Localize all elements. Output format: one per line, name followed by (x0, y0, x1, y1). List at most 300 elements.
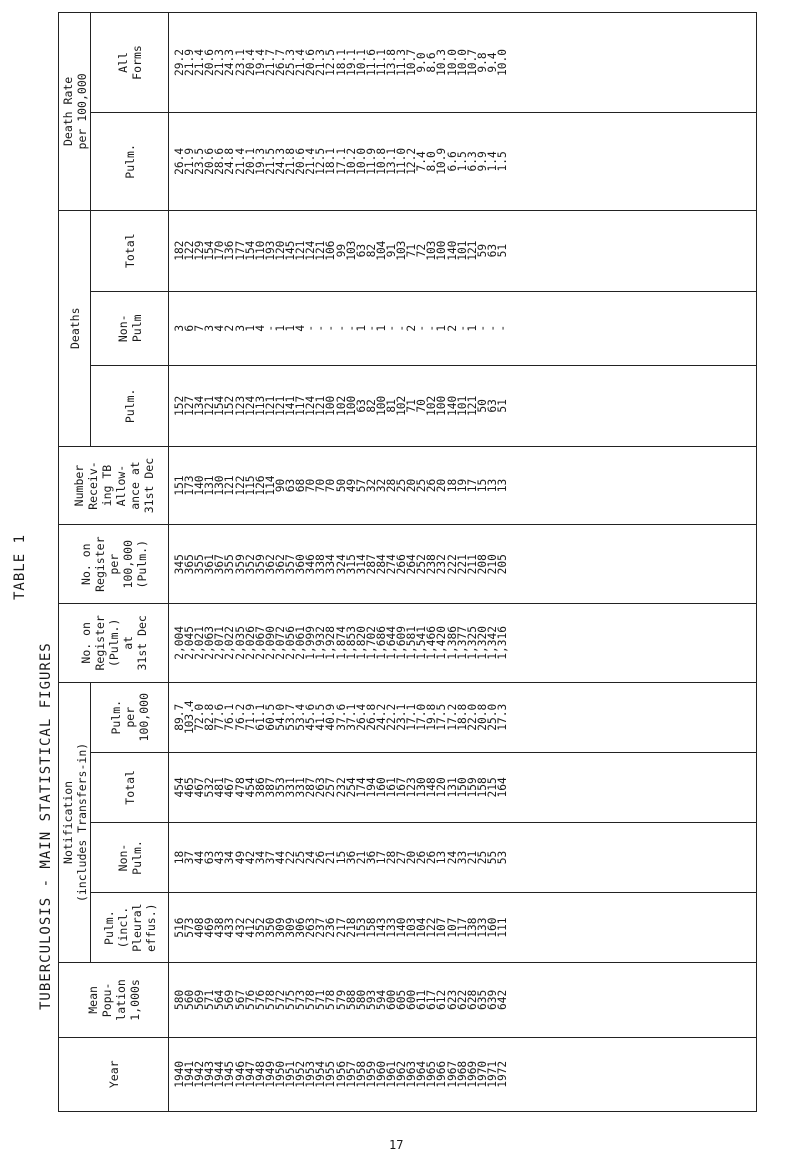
side-title (0, 0, 60, 1159)
cell-register-rate: 238 (425, 554, 439, 575)
cell-allowance: 126 (253, 475, 267, 496)
cell-rate-all: 10.0 (445, 49, 459, 76)
cell-mean-pop: 569 (193, 989, 207, 1011)
cell-register: 1,932 (314, 626, 328, 660)
cell-deaths-nonpulm: 1 (435, 324, 449, 332)
cell-notif-total: 160 (374, 777, 388, 798)
cell-register: 1,609 (395, 626, 409, 660)
cell-deaths-pulm: 82 (364, 399, 378, 413)
cell-rate-pulm: 12.2 (405, 147, 419, 175)
cell-mean-pop: 617 (425, 989, 439, 1011)
cell-register: 1,874 (334, 626, 348, 660)
cell-notif-rate: 26.4 (354, 703, 368, 731)
cell-allowance: 50 (334, 478, 348, 493)
cell-notif-rate: 17.1 (405, 703, 419, 731)
cell-deaths-pulm: 121 (314, 395, 328, 416)
cell-rate-all: 21.4 (294, 49, 308, 76)
cell-deaths-total: 104 (374, 240, 388, 261)
cell-deaths-total: 63 (485, 243, 499, 258)
cell-deaths-nonpulm: - (384, 324, 398, 332)
cell-rate-pulm: 13.1 (384, 147, 398, 175)
cell-notif-pulm: 104 (415, 917, 429, 938)
cell-rate-pulm: 10.2 (344, 147, 358, 175)
header-deaths-total: Total (91, 210, 169, 291)
header-notification: Notification (includes Transfers-in) (59, 682, 91, 963)
cell-rate-all: 21.7 (263, 49, 277, 76)
cell-notif-rate: 45.6 (304, 703, 318, 731)
cell-year: 1942 (193, 1060, 207, 1088)
cell-deaths-pulm: 124 (304, 395, 318, 416)
cell-deaths-pulm: 71 (405, 399, 419, 413)
cell-deaths-pulm: 123 (233, 395, 247, 416)
cell-rate-all: 19.4 (253, 49, 267, 76)
cell-deaths-nonpulm: 3 (203, 324, 217, 332)
cell-rate-pulm: 6.6 (445, 151, 459, 172)
cell-notif-nonpulm: 20 (405, 850, 419, 865)
cell-rate-all: 29.2 (173, 49, 186, 76)
cell-mean-pop: 642 (496, 989, 509, 1011)
header-notif-rate: Pulm. per 100,000 (91, 682, 169, 752)
cell-year: 1971 (485, 1060, 499, 1088)
column-register (169, 604, 757, 683)
cell-deaths-pulm: 152 (223, 395, 237, 416)
column-year (169, 1037, 757, 1111)
column-deaths-total (169, 210, 757, 291)
cell-year: 1959 (364, 1060, 378, 1088)
cell-notif-rate: 40.9 (324, 703, 338, 731)
cell-register: 2,045 (183, 626, 197, 660)
cell-notif-total: 164 (496, 777, 509, 798)
table-label: TABLE 1 (12, 533, 28, 600)
cell-rate-pulm: 20.1 (243, 147, 257, 175)
cell-year: 1941 (183, 1060, 197, 1088)
header-rate-pulm: Pulm. (91, 113, 169, 211)
cell-notif-total: 167 (395, 777, 409, 798)
cell-notif-total: 454 (173, 777, 186, 798)
header-year: Year (59, 1037, 169, 1111)
cell-mean-pop: 573 (294, 989, 308, 1011)
cell-register-rate: 252 (415, 554, 429, 575)
cell-notif-nonpulm: 44 (273, 850, 287, 865)
cell-notif-pulm: 143 (374, 917, 388, 938)
cell-register-rate: 221 (455, 554, 469, 575)
cell-year: 1969 (465, 1060, 479, 1088)
cell-notif-pulm: 158 (364, 917, 378, 938)
cell-allowance: 90 (273, 478, 287, 493)
cell-notif-nonpulm: 13 (435, 850, 449, 865)
cell-deaths-pulm: 100 (324, 395, 338, 416)
cell-rate-pulm: 11.9 (364, 147, 378, 175)
cell-register-rate: 361 (203, 554, 217, 575)
cell-rate-all: 10.1 (354, 49, 368, 76)
cell-mean-pop: 594 (374, 989, 388, 1011)
cell-register-rate: 287 (364, 554, 378, 575)
cell-register-rate: 324 (334, 554, 348, 575)
cell-notif-rate: 22.2 (384, 703, 398, 731)
cell-year: 1961 (384, 1060, 398, 1088)
cell-deaths-total: 182 (173, 240, 186, 261)
cell-rate-pulm: 21.9 (183, 147, 197, 175)
cell-notif-pulm: 573 (183, 917, 197, 938)
cell-deaths-nonpulm: 3 (233, 324, 247, 332)
cell-rate-pulm: 12.5 (314, 147, 328, 175)
cell-year: 1950 (273, 1060, 287, 1088)
column-mean-population (169, 963, 757, 1037)
cell-register: 1,377 (455, 626, 469, 660)
cell-notif-nonpulm: 55 (485, 850, 499, 865)
cell-allowance: 13 (485, 478, 499, 493)
cell-register-rate: 334 (324, 554, 338, 575)
cell-deaths-total: 100 (435, 240, 449, 261)
cell-notif-rate: 41.5 (314, 703, 328, 731)
header-notif-pulm: Pulm. (incl. Pleural effus.) (91, 893, 169, 963)
cell-register: 1,581 (405, 626, 419, 660)
cell-deaths-nonpulm: 7 (193, 324, 207, 332)
cell-notif-nonpulm: 37 (263, 850, 277, 865)
cell-notif-pulm: 133 (475, 917, 489, 938)
cell-rate-pulm: 24.3 (273, 147, 287, 175)
cell-allowance: 20 (435, 478, 449, 493)
cell-notif-rate: 23.1 (395, 703, 409, 731)
column-allowance (169, 446, 757, 525)
cell-deaths-total: 120 (273, 240, 287, 261)
cell-register: 1,644 (384, 626, 398, 660)
cell-notif-nonpulm: 33 (455, 850, 469, 865)
cell-notif-nonpulm: 21 (324, 850, 338, 865)
cell-notif-pulm: 309 (273, 917, 287, 938)
cell-year: 1940 (173, 1060, 186, 1088)
cell-deaths-total: 71 (405, 243, 419, 258)
cell-notif-total: 232 (334, 777, 348, 798)
cell-notif-total: 257 (324, 777, 338, 798)
cell-rate-pulm: 20.6 (294, 147, 308, 175)
cell-notif-total: 161 (384, 777, 398, 798)
cell-mean-pop: 611 (415, 989, 429, 1011)
cell-register-rate: 222 (445, 554, 459, 575)
cell-deaths-pulm: 102 (395, 395, 409, 416)
cell-register: 1,420 (435, 626, 449, 660)
column-notif-rate (169, 682, 757, 752)
cell-notif-pulm: 107 (445, 917, 459, 938)
cell-notif-nonpulm: 24 (304, 850, 318, 865)
cell-deaths-pulm: 121 (203, 395, 217, 416)
cell-notif-rate: 71.9 (243, 703, 257, 731)
cell-notif-rate: 37.1 (344, 703, 358, 731)
cell-register: 1,466 (425, 626, 439, 660)
cell-notif-pulm: 133 (384, 917, 398, 938)
cell-year: 1957 (344, 1060, 358, 1088)
cell-rate-pulm: 10.9 (435, 147, 449, 175)
column-notif-pulm (169, 893, 757, 963)
cell-rate-pulm: 26.4 (173, 147, 186, 175)
cell-notif-rate: 17.2 (445, 703, 459, 731)
cell-deaths-nonpulm: - (364, 324, 378, 332)
cell-register: 2,071 (213, 626, 227, 660)
cell-deaths-nonpulm: - (475, 324, 489, 332)
cell-notif-rate: 53.4 (294, 703, 308, 731)
cell-rate-all: 21.3 (314, 49, 328, 76)
table-title: TUBERCULOSIS - MAIN STATISTICAL FIGURES (38, 642, 54, 1010)
cell-notif-rate: 17.5 (435, 703, 449, 731)
cell-deaths-pulm: 63 (485, 399, 499, 413)
cell-rate-all: 9.8 (475, 52, 489, 73)
cell-mean-pop: 605 (395, 989, 409, 1011)
cell-deaths-total: 121 (294, 240, 308, 261)
cell-notif-rate: 61.1 (253, 703, 267, 731)
cell-notif-pulm: 408 (193, 917, 207, 938)
cell-register: 2,063 (203, 626, 217, 660)
cell-notif-total: 481 (213, 777, 227, 798)
cell-deaths-pulm: 152 (173, 395, 186, 416)
cell-notif-nonpulm: 26 (415, 850, 429, 865)
cell-notif-total: 331 (294, 777, 308, 798)
cell-deaths-pulm: 140 (445, 395, 459, 416)
cell-notif-pulm: 140 (395, 917, 409, 938)
cell-rate-pulm: 24.8 (223, 147, 237, 175)
cell-year: 1949 (263, 1060, 277, 1088)
cell-register: 2,067 (253, 626, 267, 660)
cell-notif-rate: 103.4 (183, 700, 197, 735)
cell-deaths-pulm: 102 (334, 395, 348, 416)
cell-deaths-total: 145 (284, 240, 298, 261)
cell-allowance: 19 (455, 478, 469, 493)
cell-rate-pulm: 28.6 (213, 147, 227, 175)
cell-notif-rate: 18.8 (455, 703, 469, 731)
cell-allowance: 17 (465, 478, 479, 493)
cell-deaths-total: 106 (324, 240, 338, 261)
cell-notif-rate: 17.3 (496, 703, 509, 731)
cell-year: 1943 (203, 1060, 217, 1088)
cell-register-rate: 367 (213, 554, 227, 575)
cell-notif-pulm: 469 (203, 917, 217, 938)
cell-notif-rate: 20.8 (475, 703, 489, 731)
cell-mean-pop: 588 (344, 989, 358, 1011)
column-rate-pulm (169, 113, 757, 211)
cell-notif-pulm: 352 (253, 917, 267, 938)
cell-notif-rate: 76.1 (223, 703, 237, 731)
cell-mean-pop: 635 (475, 989, 489, 1011)
cell-rate-all: 21.3 (213, 49, 227, 76)
cell-notif-rate: 60.5 (263, 703, 277, 731)
cell-deaths-nonpulm: 1 (354, 324, 368, 332)
column-deaths-pulm (169, 365, 757, 446)
cell-notif-nonpulm: 34 (223, 850, 237, 865)
cell-notif-pulm: 107 (435, 917, 449, 938)
cell-notif-nonpulm: 21 (465, 850, 479, 865)
cell-register-rate: 266 (395, 554, 409, 575)
cell-year: 1955 (324, 1060, 338, 1088)
cell-deaths-nonpulm: 2 (223, 324, 237, 332)
cell-rate-pulm: 19.3 (253, 147, 267, 175)
cell-notif-nonpulm: 36 (344, 850, 358, 865)
cell-rate-pulm: 10.0 (354, 147, 368, 175)
cell-deaths-nonpulm: 6 (183, 324, 197, 332)
cell-deaths-nonpulm: 1 (273, 324, 287, 332)
cell-mean-pop: 579 (334, 989, 348, 1011)
cell-allowance: 68 (294, 478, 308, 493)
cell-notif-nonpulm: 53 (496, 850, 509, 865)
cell-register-rate: 345 (173, 554, 186, 575)
cell-notif-pulm: 160 (485, 917, 499, 938)
cell-notif-pulm: 217 (334, 917, 348, 938)
cell-allowance: 13 (496, 478, 509, 493)
cell-notif-nonpulm: 26 (314, 850, 328, 865)
cell-deaths-pulm: 121 (263, 395, 277, 416)
header-register: No. on Register (Pulm.) at 31st Dec (59, 604, 169, 683)
header-deaths: Deaths (59, 210, 91, 446)
cell-notif-nonpulm: 43 (213, 850, 227, 865)
cell-deaths-total: 72 (415, 243, 429, 258)
cell-mean-pop: 639 (485, 989, 499, 1011)
cell-deaths-pulm: 51 (496, 399, 509, 413)
cell-notif-nonpulm: 42 (243, 850, 257, 865)
column-notif-total (169, 752, 757, 822)
cell-allowance: 32 (364, 478, 378, 493)
cell-notif-pulm: 103 (405, 917, 419, 938)
cell-rate-pulm: 7.4 (415, 151, 429, 172)
cell-rate-all: 26.7 (273, 49, 287, 76)
cell-notif-pulm: 433 (223, 917, 237, 938)
cell-deaths-total: 124 (304, 240, 318, 261)
cell-notif-total: 353 (273, 777, 287, 798)
cell-notif-rate: 22.0 (465, 703, 479, 731)
cell-year: 1970 (475, 1060, 489, 1088)
cell-rate-all: 9.4 (485, 52, 499, 73)
cell-register-rate: 264 (405, 554, 419, 575)
cell-rate-all: 24.3 (223, 49, 237, 76)
cell-allowance: 115 (243, 475, 257, 496)
cell-notif-total: 331 (284, 777, 298, 798)
header-mean-population: Mean Popu- lation 1,000s (59, 963, 169, 1037)
cell-year: 1967 (445, 1060, 459, 1088)
cell-deaths-nonpulm: - (455, 324, 469, 332)
cell-deaths-nonpulm: - (395, 324, 409, 332)
cell-deaths-total: 59 (475, 243, 489, 258)
cell-deaths-total: 170 (213, 240, 227, 261)
cell-register-rate: 355 (223, 554, 237, 575)
cell-deaths-nonpulm: 2 (405, 324, 419, 332)
cell-deaths-total: 140 (445, 240, 459, 261)
cell-register-rate: 210 (485, 554, 499, 575)
cell-deaths-pulm: 127 (183, 395, 197, 416)
cell-notif-total: 150 (455, 777, 469, 798)
cell-mean-pop: 593 (364, 989, 378, 1011)
cell-deaths-total: 121 (465, 240, 479, 261)
cell-register-rate: 355 (193, 554, 207, 575)
cell-register-rate: 338 (314, 554, 328, 575)
cell-deaths-nonpulm: - (485, 324, 499, 332)
cell-allowance: 70 (314, 478, 328, 493)
cell-notif-rate: 77.6 (213, 703, 227, 731)
cell-year: 1945 (223, 1060, 237, 1088)
cell-notif-total: 478 (233, 777, 247, 798)
cell-register: 2,056 (284, 626, 298, 660)
cell-notif-pulm: 412 (243, 917, 257, 938)
cell-notif-total: 454 (243, 777, 257, 798)
cell-notif-total: 148 (425, 777, 439, 798)
cell-notif-pulm: 138 (465, 917, 479, 938)
cell-register: 1,320 (475, 626, 489, 660)
cell-register: 1,702 (364, 626, 378, 660)
cell-notif-nonpulm: 34 (253, 850, 267, 865)
cell-rate-pulm: 6.3 (465, 151, 479, 172)
cell-notif-total: 159 (465, 777, 479, 798)
cell-mean-pop: 576 (243, 989, 257, 1011)
cell-notif-pulm: 218 (344, 917, 358, 938)
cell-notif-pulm: 516 (173, 917, 186, 938)
cell-rate-all: 10.7 (405, 49, 419, 76)
cell-register: 2,026 (243, 626, 257, 660)
cell-notif-total: 123 (405, 777, 419, 798)
cell-deaths-total: 154 (243, 240, 257, 261)
cell-notif-pulm: 438 (213, 917, 227, 938)
cell-notif-nonpulm: 15 (334, 850, 348, 865)
cell-notif-total: 287 (304, 777, 318, 798)
cell-mean-pop: 612 (435, 989, 449, 1011)
cell-register-rate: 205 (496, 554, 509, 575)
cell-rate-pulm: 21.4 (233, 147, 247, 175)
cell-rate-pulm: 18.1 (324, 147, 338, 175)
cell-notif-rate: 24.2 (374, 703, 388, 731)
cell-notif-nonpulm: 25 (294, 850, 308, 865)
cell-allowance: 70 (324, 478, 338, 493)
cell-allowance: 18 (445, 478, 459, 493)
cell-mean-pop: 575 (284, 989, 298, 1011)
cell-rate-pulm: 23.5 (193, 147, 207, 175)
cell-deaths-nonpulm: - (415, 324, 429, 332)
cell-notif-rate: 53.7 (284, 703, 298, 731)
cell-notif-total: 254 (344, 777, 358, 798)
cell-register-rate: 208 (475, 554, 489, 575)
cell-register: 1,686 (374, 626, 388, 660)
cell-allowance: 121 (223, 475, 237, 496)
cell-register-rate: 274 (384, 554, 398, 575)
header-allowance: Number Receiv- ing TB Allow- ance at 31st Dec (59, 446, 169, 525)
cell-register: 2,021 (193, 626, 207, 660)
header-notif-total: Total (91, 752, 169, 822)
cell-mean-pop: 571 (314, 989, 328, 1011)
header-register-rate: No. on Register per 100,000 (Pulm.) (59, 525, 169, 604)
cell-rate-pulm: 21.8 (284, 147, 298, 175)
cell-notif-rate: 17.0 (415, 703, 429, 731)
cell-register: 1,316 (496, 626, 509, 660)
cell-notif-pulm: 309 (284, 917, 298, 938)
cell-register: 1,999 (304, 626, 318, 660)
cell-deaths-nonpulm: - (425, 324, 439, 332)
cell-mean-pop: 560 (183, 989, 197, 1011)
cell-register: 1,541 (415, 626, 429, 660)
cell-notif-total: 467 (193, 777, 207, 798)
cell-deaths-total: 122 (183, 240, 197, 261)
cell-deaths-total: 177 (233, 240, 247, 261)
cell-deaths-nonpulm: - (304, 324, 318, 332)
cell-notif-pulm: 236 (324, 917, 338, 938)
cell-notif-rate: 25.0 (485, 703, 499, 731)
cell-allowance: 173 (183, 475, 197, 496)
cell-mean-pop: 600 (405, 989, 419, 1011)
cell-notif-pulm: 122 (425, 917, 439, 938)
cell-register-rate: 359 (253, 554, 267, 575)
cell-rate-pulm: 8.0 (425, 151, 439, 172)
cell-notif-nonpulm: 18 (173, 850, 186, 865)
cell-notif-total: 158 (475, 777, 489, 798)
cell-deaths-total: 91 (384, 243, 398, 258)
cell-register-rate: 314 (354, 554, 368, 575)
cell-register: 1,342 (485, 626, 499, 660)
cell-rate-pulm: 1.5 (496, 151, 509, 172)
header-notif-nonpulm: Non- Pulm. (91, 822, 169, 892)
cell-register-rate: 359 (233, 554, 247, 575)
